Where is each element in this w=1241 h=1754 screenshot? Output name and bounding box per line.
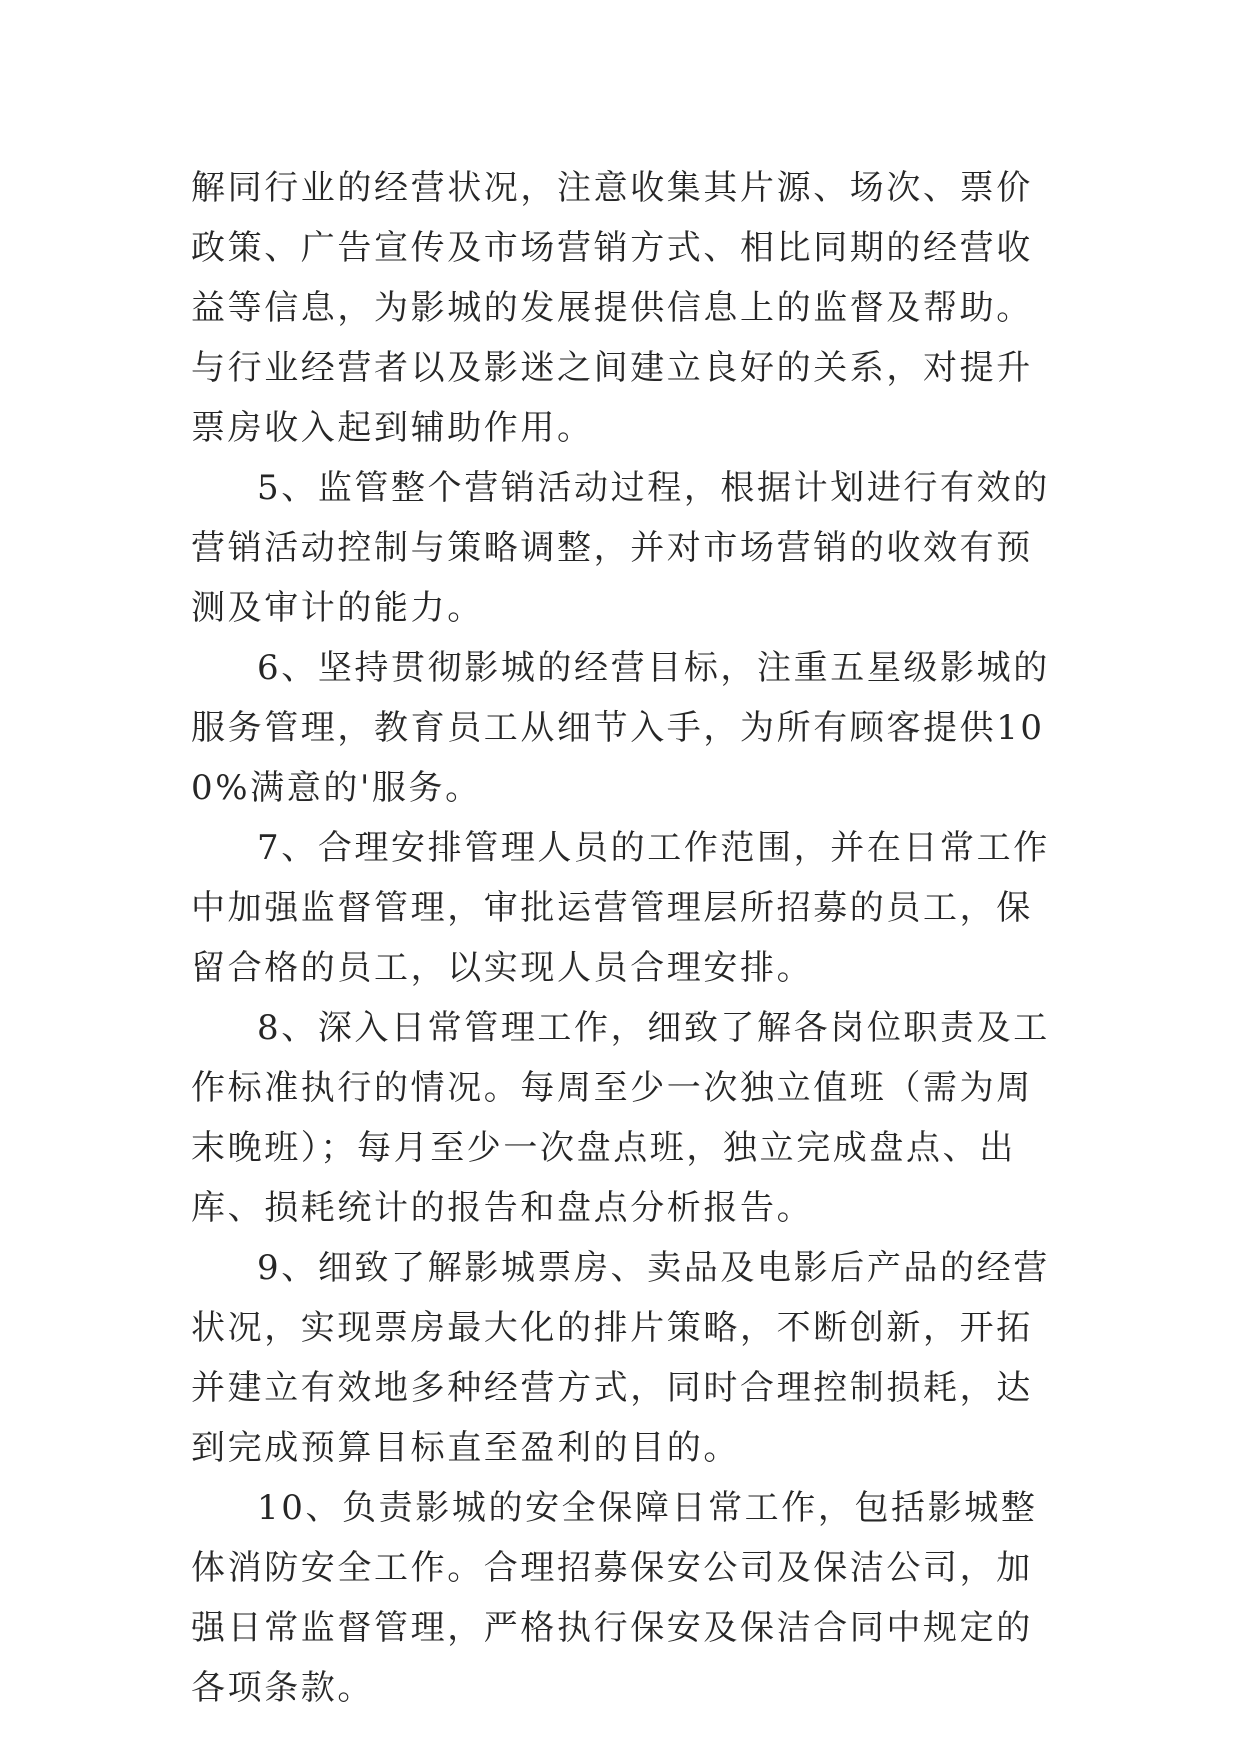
- paragraph-item-7: 7、合理安排管理人员的工作范围，并在日常工作中加强监督管理，审批运营管理层所招募的员工，保留合格的员工，以实现人员合理安排。: [191, 828, 1050, 988]
- paragraph-item-8: 8、深入日常管理工作，细致了解各岗位职责及工作标准执行的情况。每周至少一次独立值班（需为周末晚班）；每月至少一次盘点班，独立完成盘点、出库、损耗统计的报告和盘点分析报告。: [191, 1008, 1050, 1228]
- paragraph-item-9: 9、细致了解影城票房、卖品及电影后产品的经营状况，实现票房最大化的排片策略，不断创新，开拓并建立有效地多种经营方式，同时合理控制损耗，达到完成预算目标直至盈利的目的。: [191, 1248, 1050, 1468]
- paragraph-continuation: 解同行业的经营状况，注意收集其片源、场次、票价政策、广告宣传及市场营销方式、相比同期的经营收益等信息，为影城的发展提供信息上的监督及帮助。与行业经营者以及影迷之间建立良好的关系，对提升票房收入起到辅助作用。: [191, 168, 1033, 448]
- paragraph-item-10: 10、负责影城的安全保障日常工作，包括影城整体消防安全工作。合理招募保安公司及保洁公司，加强日常监督管理，严格执行保安及保洁合同中规定的各项条款。: [191, 1488, 1038, 1708]
- paragraph-item-5: 5、监管整个营销活动过程，根据计划进行有效的营销活动控制与策略调整，并对市场营销的收效有预测及审计的能力。: [191, 468, 1050, 628]
- paragraph-item-6: 6、坚持贯彻影城的经营目标，注重五星级影城的服务管理，教育员工从细节入手，为所有顾客提供100%满意的'服务。: [191, 648, 1050, 808]
- document-body: [191, 158, 1061, 1718]
